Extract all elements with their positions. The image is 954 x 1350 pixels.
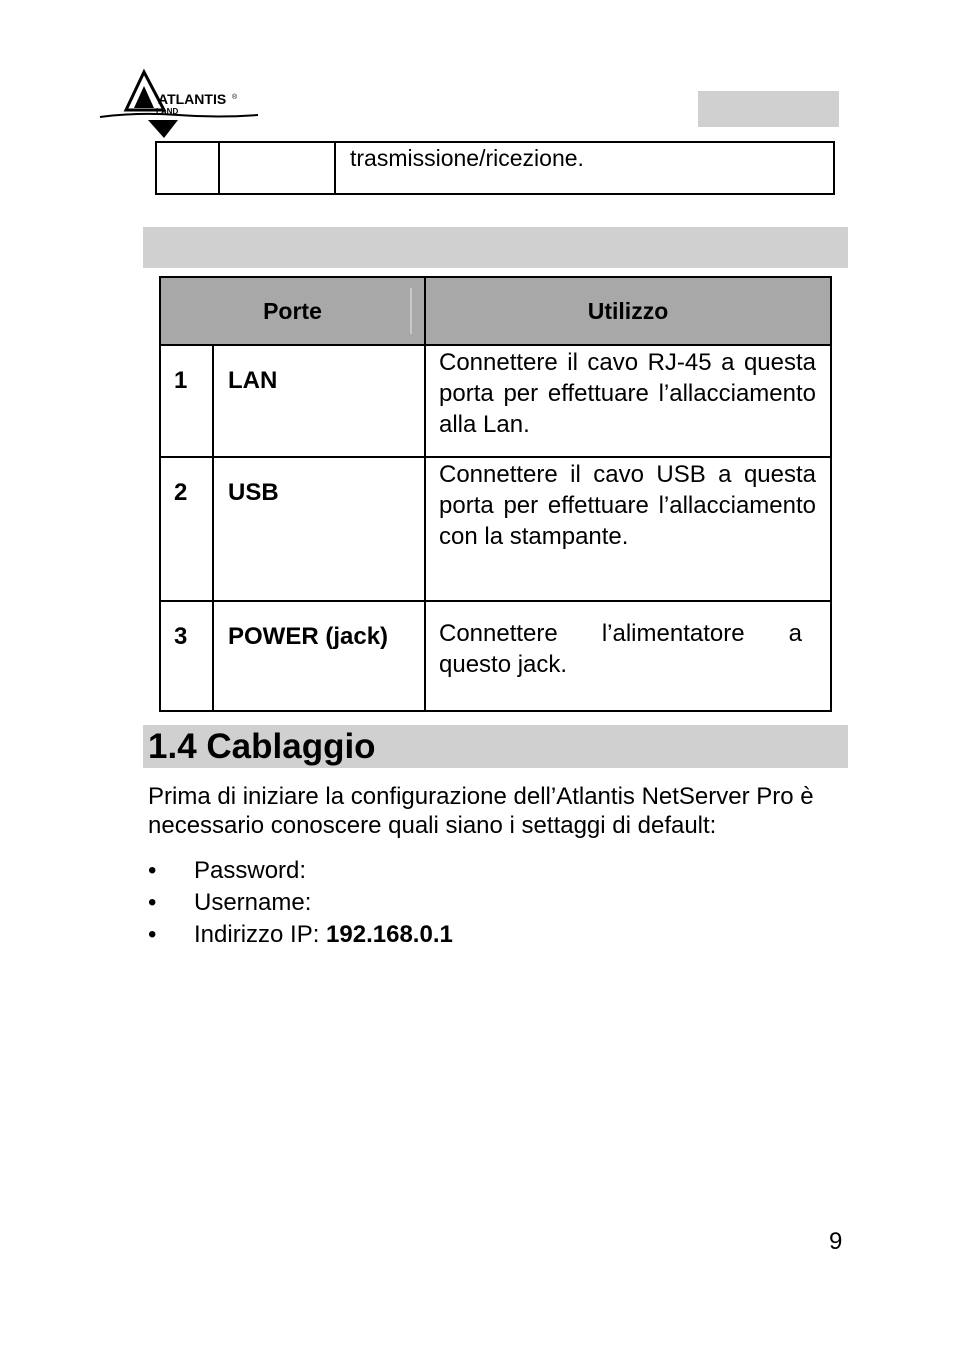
port-name: POWER (jack) — [213, 601, 425, 711]
table-row — [160, 457, 831, 601]
bullet-icon: • — [148, 889, 157, 916]
list-item-label: Password: — [194, 857, 307, 884]
ports-table — [159, 276, 832, 712]
continued-table — [155, 141, 835, 195]
bullet-icon: • — [148, 857, 157, 884]
port-number: 3 — [160, 601, 213, 711]
port-number: 1 — [160, 345, 213, 457]
header-separator — [410, 288, 412, 334]
page-number: 9 — [829, 1228, 843, 1255]
header-porte — [160, 277, 425, 345]
table-row — [160, 345, 831, 457]
port-description: Connettere l’alimentatore a questo jack. — [425, 601, 831, 711]
empty-cell — [219, 142, 335, 194]
header-utilizzo: Utilizzo — [425, 277, 831, 345]
table-row — [160, 601, 831, 711]
list-item — [148, 855, 453, 887]
port-number: 2 — [160, 457, 213, 601]
intro-paragraph: Prima di iniziare la configurazione dell’Atlantis NetServer Pro è necessario conoscere quali siano i settaggi di default: — [148, 783, 814, 839]
ip-address: 192.168.0.1 — [326, 921, 453, 948]
port-name: LAN — [213, 345, 425, 457]
header-gray-box — [698, 91, 839, 127]
section-heading: 1.4 Cablaggio — [143, 725, 848, 768]
list-item — [148, 887, 453, 919]
table-cell-text: trasmissione/ricezione. — [335, 142, 834, 194]
empty-cell — [156, 142, 219, 194]
port-name: USB — [213, 457, 425, 601]
port-description: Connettere il cavo USB a questa porta per effettuare l’allacciamento con la stampante. — [425, 457, 831, 601]
port-description: Connettere il cavo RJ-45 a questa porta per effettuare l’allacciamento alla Lan. — [425, 345, 831, 457]
list-item-label: Username: — [194, 889, 312, 916]
list-item — [148, 919, 453, 951]
header-porte-label: Porte — [263, 297, 322, 324]
list-item-label: Indirizzo IP: — [194, 921, 327, 948]
table-caption-band — [143, 227, 848, 268]
logo-registered: ® — [232, 94, 238, 101]
bullet-icon: • — [148, 921, 157, 948]
atlantis-land-logo — [98, 68, 260, 140]
logo-text: ATLANTIS — [158, 91, 227, 107]
defaults-list — [148, 855, 453, 951]
logo-subtext: LAND — [156, 107, 179, 116]
